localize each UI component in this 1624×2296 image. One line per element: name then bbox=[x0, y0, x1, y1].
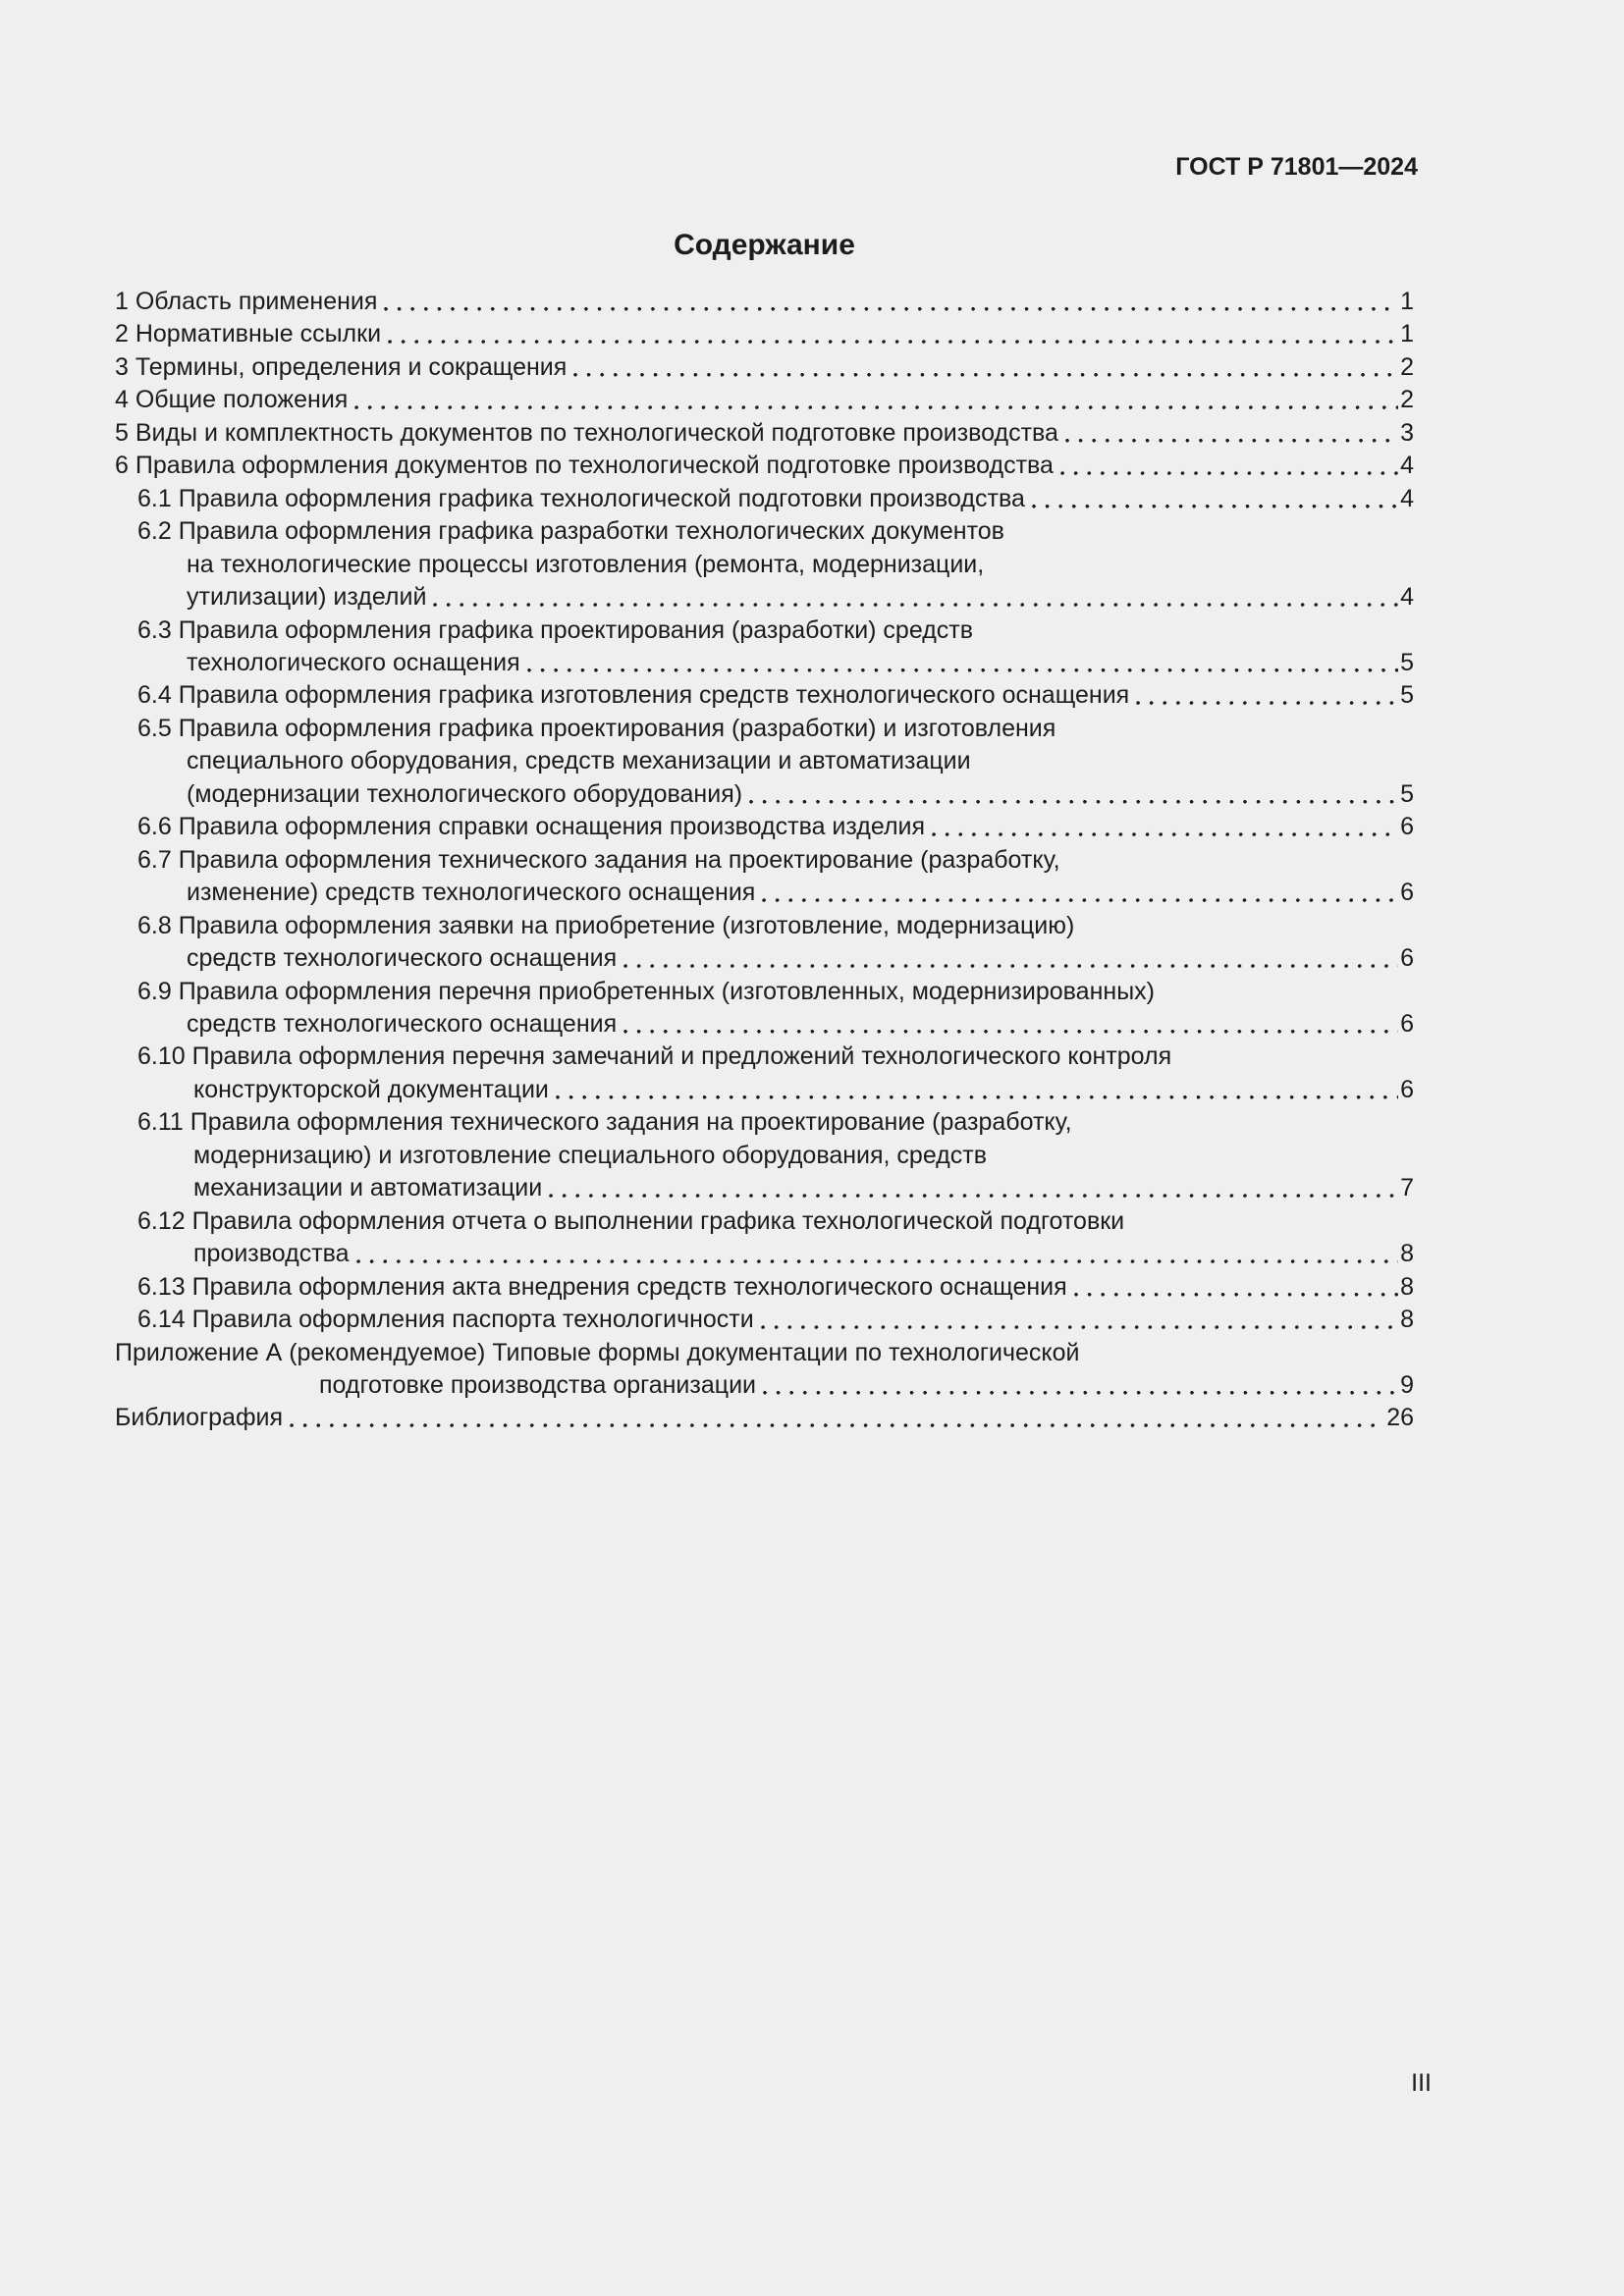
dot-leader bbox=[623, 1008, 1398, 1041]
toc-page-number: 1 bbox=[1400, 288, 1414, 315]
toc-page-number: 7 bbox=[1400, 1174, 1414, 1202]
toc-page-number: 5 bbox=[1400, 648, 1414, 676]
toc-entry bbox=[115, 483, 1414, 515]
toc-entry-text: 2 Нормативные ссылки bbox=[115, 320, 382, 348]
dot-leader bbox=[760, 1304, 1398, 1336]
toc-entry-text: Приложение А (рекомендуемое) Типовые формы документации по технологической bbox=[115, 1338, 1080, 1366]
toc-entry-text: средств технологического оснащения bbox=[187, 944, 618, 973]
toc-page-number: 1 bbox=[1400, 320, 1414, 348]
toc-entry bbox=[115, 679, 1414, 712]
toc-entry-text: 6.12 Правила оформления отчета о выполнении графика технологической подготовки bbox=[137, 1206, 1125, 1235]
dot-leader bbox=[383, 286, 1398, 318]
dot-leader bbox=[623, 942, 1398, 975]
toc-entry-text: Библиография bbox=[115, 1404, 284, 1432]
toc-page-number: 6 bbox=[1400, 1009, 1414, 1038]
toc-page-number: 4 bbox=[1400, 452, 1414, 480]
toc-page-number: 2 bbox=[1400, 352, 1414, 381]
toc-page-number: 3 bbox=[1400, 418, 1414, 447]
toc-page-number: 26 bbox=[1386, 1404, 1414, 1432]
dot-leader bbox=[761, 877, 1398, 909]
toc-page-number: 8 bbox=[1400, 1272, 1414, 1301]
page-title: Содержание bbox=[674, 229, 855, 261]
toc-entry-text: 6 Правила оформления документов по технологической подготовке производства bbox=[115, 452, 1054, 480]
toc-page-number: 8 bbox=[1400, 1240, 1414, 1268]
table-of-contents bbox=[115, 286, 1414, 1435]
toc-entry bbox=[115, 417, 1414, 450]
toc-entry-text: механизации и автоматизации bbox=[193, 1174, 543, 1202]
toc-entry bbox=[115, 844, 1414, 910]
toc-entry-text: 5 Виды и комплектность документов по технологической подготовке производства bbox=[115, 418, 1058, 447]
dot-leader bbox=[1064, 417, 1398, 450]
dot-leader bbox=[748, 778, 1398, 811]
dot-leader bbox=[1031, 483, 1398, 515]
toc-entry-text: технологического оснащения bbox=[187, 648, 520, 676]
toc-entry-text: 6.3 Правила оформления графика проектирования (разработки) средств bbox=[137, 615, 974, 644]
dot-leader bbox=[548, 1172, 1398, 1204]
toc-entry-text: средств технологического оснащения bbox=[187, 1009, 618, 1038]
toc-entry bbox=[115, 351, 1414, 384]
toc-entry-text: на технологические процессы изготовления (ремонта, модернизации, bbox=[187, 550, 985, 578]
dot-leader bbox=[387, 318, 1398, 350]
dot-leader bbox=[1135, 679, 1398, 712]
toc-page-number: 2 bbox=[1400, 386, 1414, 414]
toc-entry-text: конструкторской документации bbox=[193, 1075, 549, 1103]
toc-entry bbox=[115, 1304, 1414, 1336]
doc-code: ГОСТ Р 71801—2024 bbox=[1175, 153, 1418, 181]
toc-entry-text: специального оборудования, средств механизации и автоматизации bbox=[187, 747, 971, 775]
toc-entry bbox=[115, 910, 1414, 976]
dot-leader bbox=[432, 581, 1398, 614]
toc-page-number: 5 bbox=[1400, 681, 1414, 710]
page-number: III bbox=[1411, 2069, 1432, 2097]
dot-leader bbox=[762, 1369, 1398, 1402]
toc-entry-text: 6.7 Правила оформления технического задания на проектирование (разработку, bbox=[137, 845, 1060, 874]
toc-page-number: 6 bbox=[1400, 879, 1414, 907]
toc-entry bbox=[115, 1041, 1414, 1106]
toc-entry bbox=[115, 1402, 1414, 1434]
toc-entry bbox=[115, 286, 1414, 318]
toc-entry-text: 6.5 Правила оформления графика проектирования (разработки) и изготовления bbox=[137, 714, 1056, 742]
toc-entry bbox=[115, 384, 1414, 416]
toc-page-number: 9 bbox=[1400, 1370, 1414, 1399]
toc-entry-text: 6.13 Правила оформления акта внедрения средств технологического оснащения bbox=[137, 1272, 1067, 1301]
toc-entry bbox=[115, 614, 1414, 680]
dot-leader bbox=[355, 1238, 1399, 1270]
toc-entry-text: 6.10 Правила оформления перечня замечаний и предложений технологического контроля bbox=[137, 1042, 1172, 1071]
toc-entry bbox=[115, 1271, 1414, 1304]
toc-entry-text: 4 Общие положения bbox=[115, 386, 349, 414]
dot-leader bbox=[931, 811, 1398, 843]
toc-entry-text: изменение) средств технологического оснащения bbox=[187, 879, 756, 907]
toc-entry-text: 6.4 Правила оформления графика изготовления средств технологического оснащения bbox=[137, 681, 1130, 710]
toc-page-number: 4 bbox=[1400, 583, 1414, 612]
toc-entry-text: 6.1 Правила оформления графика технологической подготовки производства bbox=[137, 484, 1025, 512]
toc-entry bbox=[115, 1106, 1414, 1204]
toc-entry bbox=[115, 318, 1414, 350]
toc-page-number: 6 bbox=[1400, 1075, 1414, 1103]
toc-entry-text: (модернизации технологического оборудования) bbox=[187, 779, 743, 808]
toc-entry-text: 3 Термины, определения и сокращения bbox=[115, 352, 568, 381]
toc-entry bbox=[115, 976, 1414, 1041]
toc-page-number: 8 bbox=[1400, 1306, 1414, 1334]
dot-leader bbox=[572, 351, 1398, 384]
toc-entry bbox=[115, 450, 1414, 482]
toc-page-number: 4 bbox=[1400, 484, 1414, 512]
toc-entry-text: 1 Область применения bbox=[115, 288, 378, 315]
dot-leader bbox=[1059, 450, 1398, 482]
toc-entry bbox=[115, 1205, 1414, 1271]
toc-entry-text: 6.2 Правила оформления графика разработки технологических документов bbox=[137, 517, 1004, 546]
toc-entry bbox=[115, 1337, 1414, 1403]
toc-page-number: 6 bbox=[1400, 944, 1414, 973]
toc-page-number: 6 bbox=[1400, 813, 1414, 841]
dot-leader bbox=[526, 647, 1398, 679]
dot-leader bbox=[1073, 1271, 1398, 1304]
toc-entry-text: модернизацию) и изготовление специального оборудования, средств bbox=[193, 1141, 987, 1169]
dot-leader bbox=[353, 384, 1398, 416]
dot-leader bbox=[555, 1074, 1398, 1106]
toc-entry-text: подготовке производства организации bbox=[319, 1370, 757, 1399]
toc-entry bbox=[115, 811, 1414, 843]
toc-entry bbox=[115, 713, 1414, 811]
toc-entry-text: 6.11 Правила оформления технического задания на проектирование (разработку, bbox=[137, 1108, 1072, 1137]
toc-entry-text: 6.8 Правила оформления заявки на приобретение (изготовление, модернизацию) bbox=[137, 911, 1075, 939]
toc-entry bbox=[115, 515, 1414, 614]
toc-entry-text: 6.6 Правила оформления справки оснащения производства изделия bbox=[137, 813, 926, 841]
toc-entry-text: производства bbox=[193, 1240, 350, 1268]
dot-leader bbox=[289, 1402, 1384, 1434]
toc-entry-text: 6.9 Правила оформления перечня приобретенных (изготовленных, модернизированных) bbox=[137, 977, 1155, 1005]
toc-entry-text: утилизации) изделий bbox=[187, 583, 427, 612]
toc-entry-text: 6.14 Правила оформления паспорта технологичности bbox=[137, 1306, 754, 1334]
toc-page-number: 5 bbox=[1400, 779, 1414, 808]
